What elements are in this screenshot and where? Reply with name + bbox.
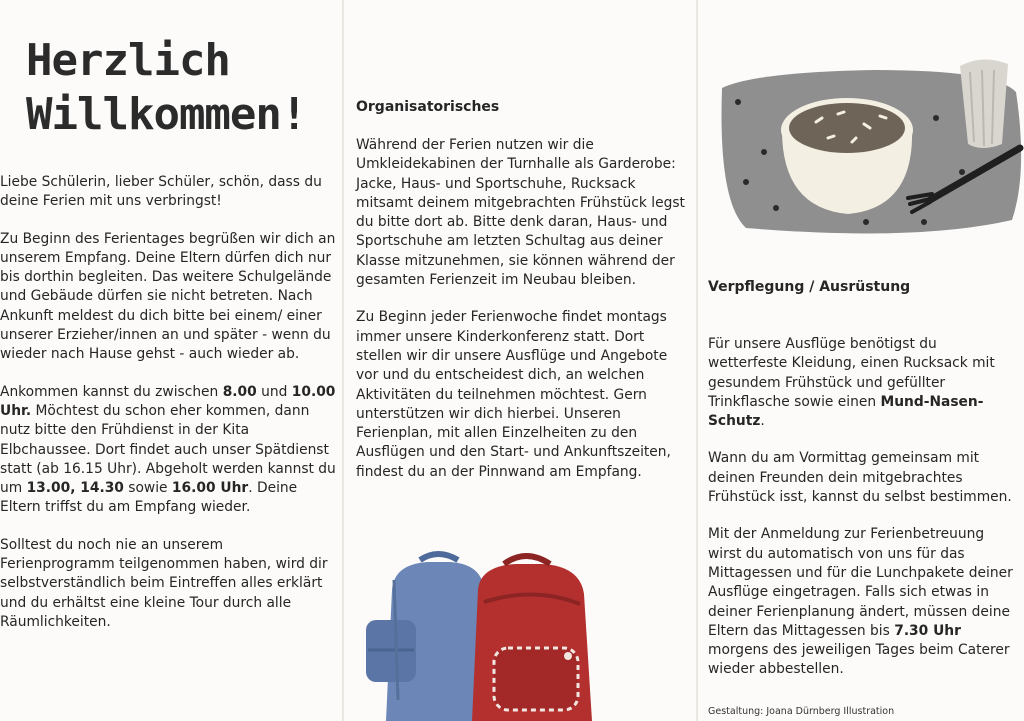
- red-backpack-icon: [472, 556, 592, 721]
- arrival-paragraph: Zu Beginn des Ferientages begrüßen wir dich an unserem Empfang. Deine Eltern dürfen dich nur bis dorthin begleiten. Das weitere Schulgelände und Gebäude dürfen sie nicht betreten. Nach Ankunft meldest du dich bitte bei einem/ einer unserer Erzieher/innen an und später - wenn du wieder nach Hause gehst - auch wieder ab.: [0, 230, 336, 363]
- organisation-heading: Organisatorisches: [356, 99, 500, 115]
- breakfast-illustration: [716, 52, 1024, 252]
- equipment-text-a: Für unsere Ausflüge benötigst du wetterfeste Kleidung, einen Rucksack mit gesundem Frühstück und gefüllter Trinkflasche sowie einen: [708, 336, 995, 410]
- first-time-paragraph: Solltest du noch nie an unserem Ferienprogramm teilgenommen haben, wird dir selbstverständlich beim Eintreffen alles erklärt und du erhältst eine kleine Tour durch alle Räumlichkeiten.: [0, 536, 328, 630]
- title-line-1: Herzlich: [26, 35, 230, 86]
- panel-catering: [698, 0, 1024, 721]
- mask-requirement: Mund-Nasen-Schutz: [708, 393, 984, 430]
- lunch-text-c: morgens des jeweiligen Tages beim Caterer wieder abbestellen.: [708, 642, 1010, 678]
- time-8: 8.00: [222, 383, 257, 400]
- backpacks-illustration: [354, 550, 604, 721]
- organisation-text: [356, 136, 688, 500]
- panel-organisation: [344, 0, 694, 721]
- times-text-f: . Deine Eltern triffst du am Empfang wieder.: [0, 480, 298, 516]
- breakfast-paragraph: Wann du am Vormittag gemeinsam mit deinen Freunden dein mitgebrachtes Frühstück isst, kannst du selbst bestimmen.: [708, 450, 1012, 506]
- title-line-2: Willkommen!: [26, 89, 307, 140]
- welcome-text: [0, 173, 336, 650]
- times-paragraph: [0, 383, 336, 518]
- greeting-paragraph: Liebe Schülerin, lieber Schüler, schön, dass du deine Ferien mit uns verbringst!: [0, 174, 322, 210]
- cup-icon: [960, 59, 1008, 148]
- catering-text: [708, 335, 1018, 698]
- design-credit: Gestaltung: Joana Dürnberg Illustration: [708, 706, 895, 717]
- times-text-c: und: [256, 383, 292, 400]
- lunch-text-a: Mit der Anmeldung zur Ferienbetreuung wirst du automatisch von uns für das Mittagessen und für die Lunchpakete deiner Ausflüge eingetragen. Falls sich etwas in deiner Ferienplanung ändert, müssen deine Eltern das Mittagessen bis: [708, 526, 1013, 639]
- time-10: 10.00 Uhr.: [0, 383, 336, 419]
- equipment-text-c: .: [760, 413, 765, 430]
- panel-welcome: [0, 0, 340, 721]
- times-text-a: Ankommen kannst du zwischen: [0, 383, 223, 400]
- wardrobe-paragraph: Während der Ferien nutzen wir die Umkleidekabinen der Turnhalle als Garderobe: Jacke, Haus- und Sportschuhe, Rucksack mitsamt deinem mitgebrachten Frühstück legst du bitte dort ab. Bitte denk daran, Haus- und Sportschuhe am letzten Schultag aus deiner Klasse mitzunehmen, sie können während der gesamten Ferienzeit im Neubau bleiben.: [356, 137, 685, 289]
- pickup-time-16: 16.00 Uhr: [171, 480, 249, 497]
- times-text-e: sowie: [123, 480, 172, 497]
- equipment-paragraph: [708, 335, 1018, 431]
- cancel-deadline: 7.30 Uhr: [894, 622, 961, 639]
- blue-backpack-icon: [366, 554, 488, 721]
- page-title: [26, 34, 306, 142]
- lunch-paragraph: [708, 525, 1018, 679]
- pickup-times: 13.00, 14.30: [26, 480, 124, 497]
- conference-paragraph: Zu Beginn jeder Ferienwoche findet montags immer unsere Kinderkonferenz statt. Dort stellen wir dir unsere Ausflüge und Angebote vor und du entscheidest dich, an welchen Aktivitäten du teilnehmen möchtest. Gern unterstützen wir dich hierbei. Unseren Ferienplan, mit allen Einzelheiten zu den Ausflügen und den Start- und Ankunftszeiten, findest du an der Pinnwand am Empfang.: [356, 309, 671, 480]
- times-text-d: Möchtest du schon eher kommen, dann nutz bitte den Frühdienst in der Kita Elbchaussee. Dort findet auch unser Spätdienst statt (ab 16.15 Uhr). Abgeholt werden kannst du um: [0, 402, 336, 497]
- catering-heading: Verpflegung / Ausrüstung: [708, 279, 911, 295]
